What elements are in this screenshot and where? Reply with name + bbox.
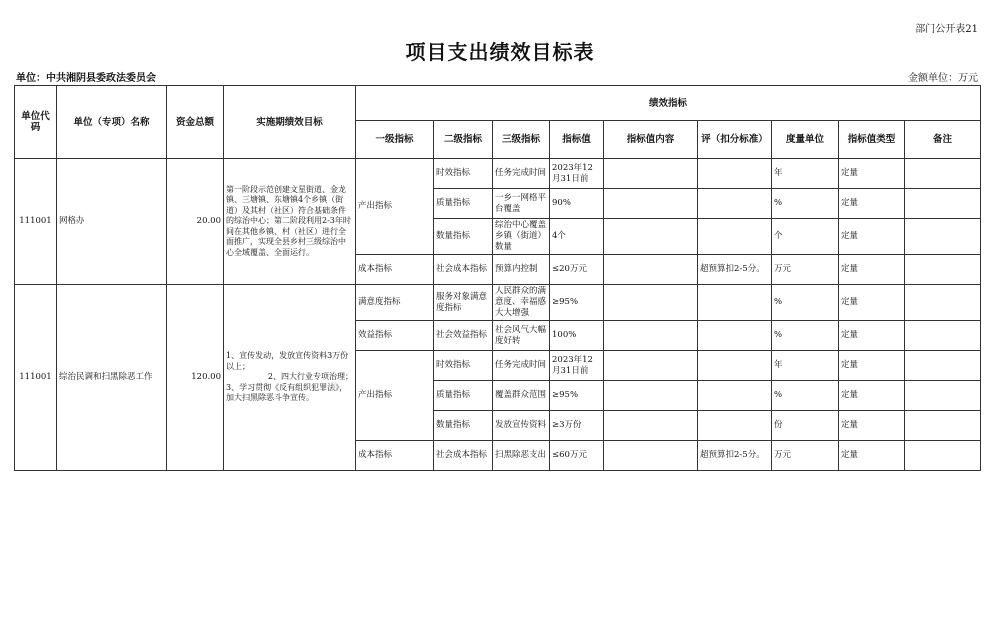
cell-measure: 份 (772, 411, 839, 441)
cell-value (550, 351, 604, 381)
cell-l1: 效益指标 (356, 321, 434, 351)
cell-content (604, 219, 698, 255)
cell-score (698, 321, 772, 351)
cell-content (604, 411, 698, 441)
header-code: 单位代码 (15, 86, 57, 159)
header-l1: 一级指标 (356, 121, 434, 159)
cell-measure: 个 (772, 219, 839, 255)
cell-l1: 满意度指标 (356, 285, 434, 321)
cell-type: 定量 (839, 411, 905, 441)
cell-measure: 万元 (772, 441, 839, 471)
cell-measure: 万元 (772, 255, 839, 285)
unit-label: 单位：中共湘阴县委政法委员会 (16, 73, 156, 84)
cell-value (550, 159, 604, 189)
cell-content (604, 381, 698, 411)
project-name: 网格办 (57, 159, 167, 285)
cell-l3: 任务完成时间 (493, 351, 550, 381)
cell-measure: 年 (772, 159, 839, 189)
header-content: 指标值内容 (604, 121, 698, 159)
cell-content (604, 351, 698, 381)
cell-type: 定量 (839, 321, 905, 351)
cell-score (698, 411, 772, 441)
cell-l2: 数量指标 (434, 411, 493, 441)
cell-score (698, 159, 772, 189)
cell-l2: 服务对象满意度指标 (434, 285, 493, 321)
cell-type: 定量 (839, 351, 905, 381)
cell-measure: % (772, 285, 839, 321)
project-goal: 第一阶段示范创建文星街道、金龙镇、三塘镇、东塘镇4个乡镇（街道）及其村（社区）符合基础条件的综治中心；第二阶段利用2-3年时间在其他乡镇、村（社区）进行全面推广，实现全县乡村三级综治中心全域覆盖、全面运行。 (224, 159, 356, 285)
table-row (15, 159, 981, 189)
goal-line: 1、宣传发动，发放宣传资料3万份以上； (226, 351, 349, 371)
cell-value-text: 2023年12月31日前 (552, 162, 593, 184)
cell-content (604, 255, 698, 285)
cell-score: 超预算扣2-5分。 (698, 255, 772, 285)
cell-l3: 任务完成时间 (493, 159, 550, 189)
cell-note (905, 351, 981, 381)
cell-measure: % (772, 321, 839, 351)
cell-value: 90% (550, 189, 604, 219)
cell-type: 定量 (839, 441, 905, 471)
header-score: 评（扣分标准） (698, 121, 772, 159)
header-l2: 二级指标 (434, 121, 493, 159)
cell-l1: 成本指标 (356, 441, 434, 471)
cell-measure: % (772, 381, 839, 411)
header-measure: 度量单位 (772, 121, 839, 159)
cell-type: 定量 (839, 255, 905, 285)
cell-score (698, 285, 772, 321)
cell-l3 (493, 285, 550, 321)
cell-l2: 时效指标 (434, 351, 493, 381)
cell-l2: 社会成本指标 (434, 441, 493, 471)
goal-line: 2、四大行业专项治理； (267, 372, 353, 382)
cell-note (905, 381, 981, 411)
cell-score: 超预算扣2-5分。 (698, 441, 772, 471)
cell-value: ≤20万元 (550, 255, 604, 285)
performance-table (14, 85, 981, 471)
cell-l3: 预算内控制 (493, 255, 550, 285)
cell-l3: 发放宣传资料 (493, 411, 550, 441)
cell-value: ≥95% (550, 381, 604, 411)
cell-l3: 扫黑除恶支出 (493, 441, 550, 471)
cell-l2: 质量指标 (434, 381, 493, 411)
cell-value: 4个 (550, 219, 604, 255)
cell-content (604, 285, 698, 321)
cell-content (604, 441, 698, 471)
cell-l3: 覆盖群众范围 (493, 381, 550, 411)
cell-l1: 成本指标 (356, 255, 434, 285)
cell-type: 定量 (839, 189, 905, 219)
header-type: 指标值类型 (839, 121, 905, 159)
page-title: 项目支出绩效目标表 (405, 40, 595, 64)
cell-note (905, 159, 981, 189)
project-goal (224, 285, 356, 471)
goal-line: 3、学习贯彻《反有组织犯罪法》，加大扫黑除恶斗争宣传。 (226, 382, 348, 403)
cell-l3-text: 人民群众的满意度、幸福感大大增强 (495, 286, 547, 318)
project-code: 111001 (15, 159, 57, 285)
header-note: 备注 (905, 121, 981, 159)
cell-l3-text: 社会风气大幅度好转 (495, 324, 547, 346)
cell-l2: 社会成本指标 (434, 255, 493, 285)
page-tag: 部门公开表21 (915, 24, 978, 35)
header-goal: 实施期绩效目标 (224, 86, 356, 159)
cell-measure: % (772, 189, 839, 219)
cell-measure: 年 (772, 351, 839, 381)
cell-score (698, 351, 772, 381)
cell-content (604, 189, 698, 219)
cell-note (905, 285, 981, 321)
cell-content (604, 159, 698, 189)
header-name: 单位（专项）名称 (57, 86, 167, 159)
cell-l2: 数量指标 (434, 219, 493, 255)
cell-type: 定量 (839, 285, 905, 321)
cell-l3 (493, 321, 550, 351)
cell-l1: 产出指标 (356, 159, 434, 255)
cell-value: ≥95% (550, 285, 604, 321)
cell-value: 100% (550, 321, 604, 351)
cell-note (905, 189, 981, 219)
project-amount: 120.00 (167, 285, 224, 471)
cell-l2: 社会效益指标 (434, 321, 493, 351)
cell-l3 (493, 219, 550, 255)
cell-l3 (493, 189, 550, 219)
cell-score (698, 189, 772, 219)
project-code: 111001 (15, 285, 57, 471)
cell-score (698, 219, 772, 255)
cell-type: 定量 (839, 381, 905, 411)
header-l3: 三级指标 (493, 121, 550, 159)
cell-l2: 质量指标 (434, 189, 493, 219)
header-value: 指标值 (550, 121, 604, 159)
header-amount: 资金总额 (167, 86, 224, 159)
cell-type: 定量 (839, 159, 905, 189)
cell-score (698, 381, 772, 411)
cell-l3-text: 一乡一网格平台覆盖 (495, 192, 547, 214)
cell-l3-text: 综治中心覆盖乡镇（街道）数量 (495, 220, 547, 252)
cell-note (905, 255, 981, 285)
header-perf: 绩效指标 (356, 86, 981, 121)
project-amount: 20.00 (167, 159, 224, 285)
cell-value: ≥3万份 (550, 411, 604, 441)
cell-content (604, 321, 698, 351)
cell-value: ≤60万元 (550, 441, 604, 471)
cell-value-text: 2023年12月31日前 (552, 354, 593, 376)
project-name: 综治民调和扫黑除恶工作 (57, 285, 167, 471)
table-row (15, 285, 981, 321)
cell-note (905, 321, 981, 351)
money-unit-label: 金额单位：万元 (908, 73, 978, 84)
cell-note (905, 441, 981, 471)
cell-note (905, 411, 981, 441)
cell-type: 定量 (839, 219, 905, 255)
cell-l2: 时效指标 (434, 159, 493, 189)
cell-l1: 产出指标 (356, 351, 434, 441)
cell-note (905, 219, 981, 255)
